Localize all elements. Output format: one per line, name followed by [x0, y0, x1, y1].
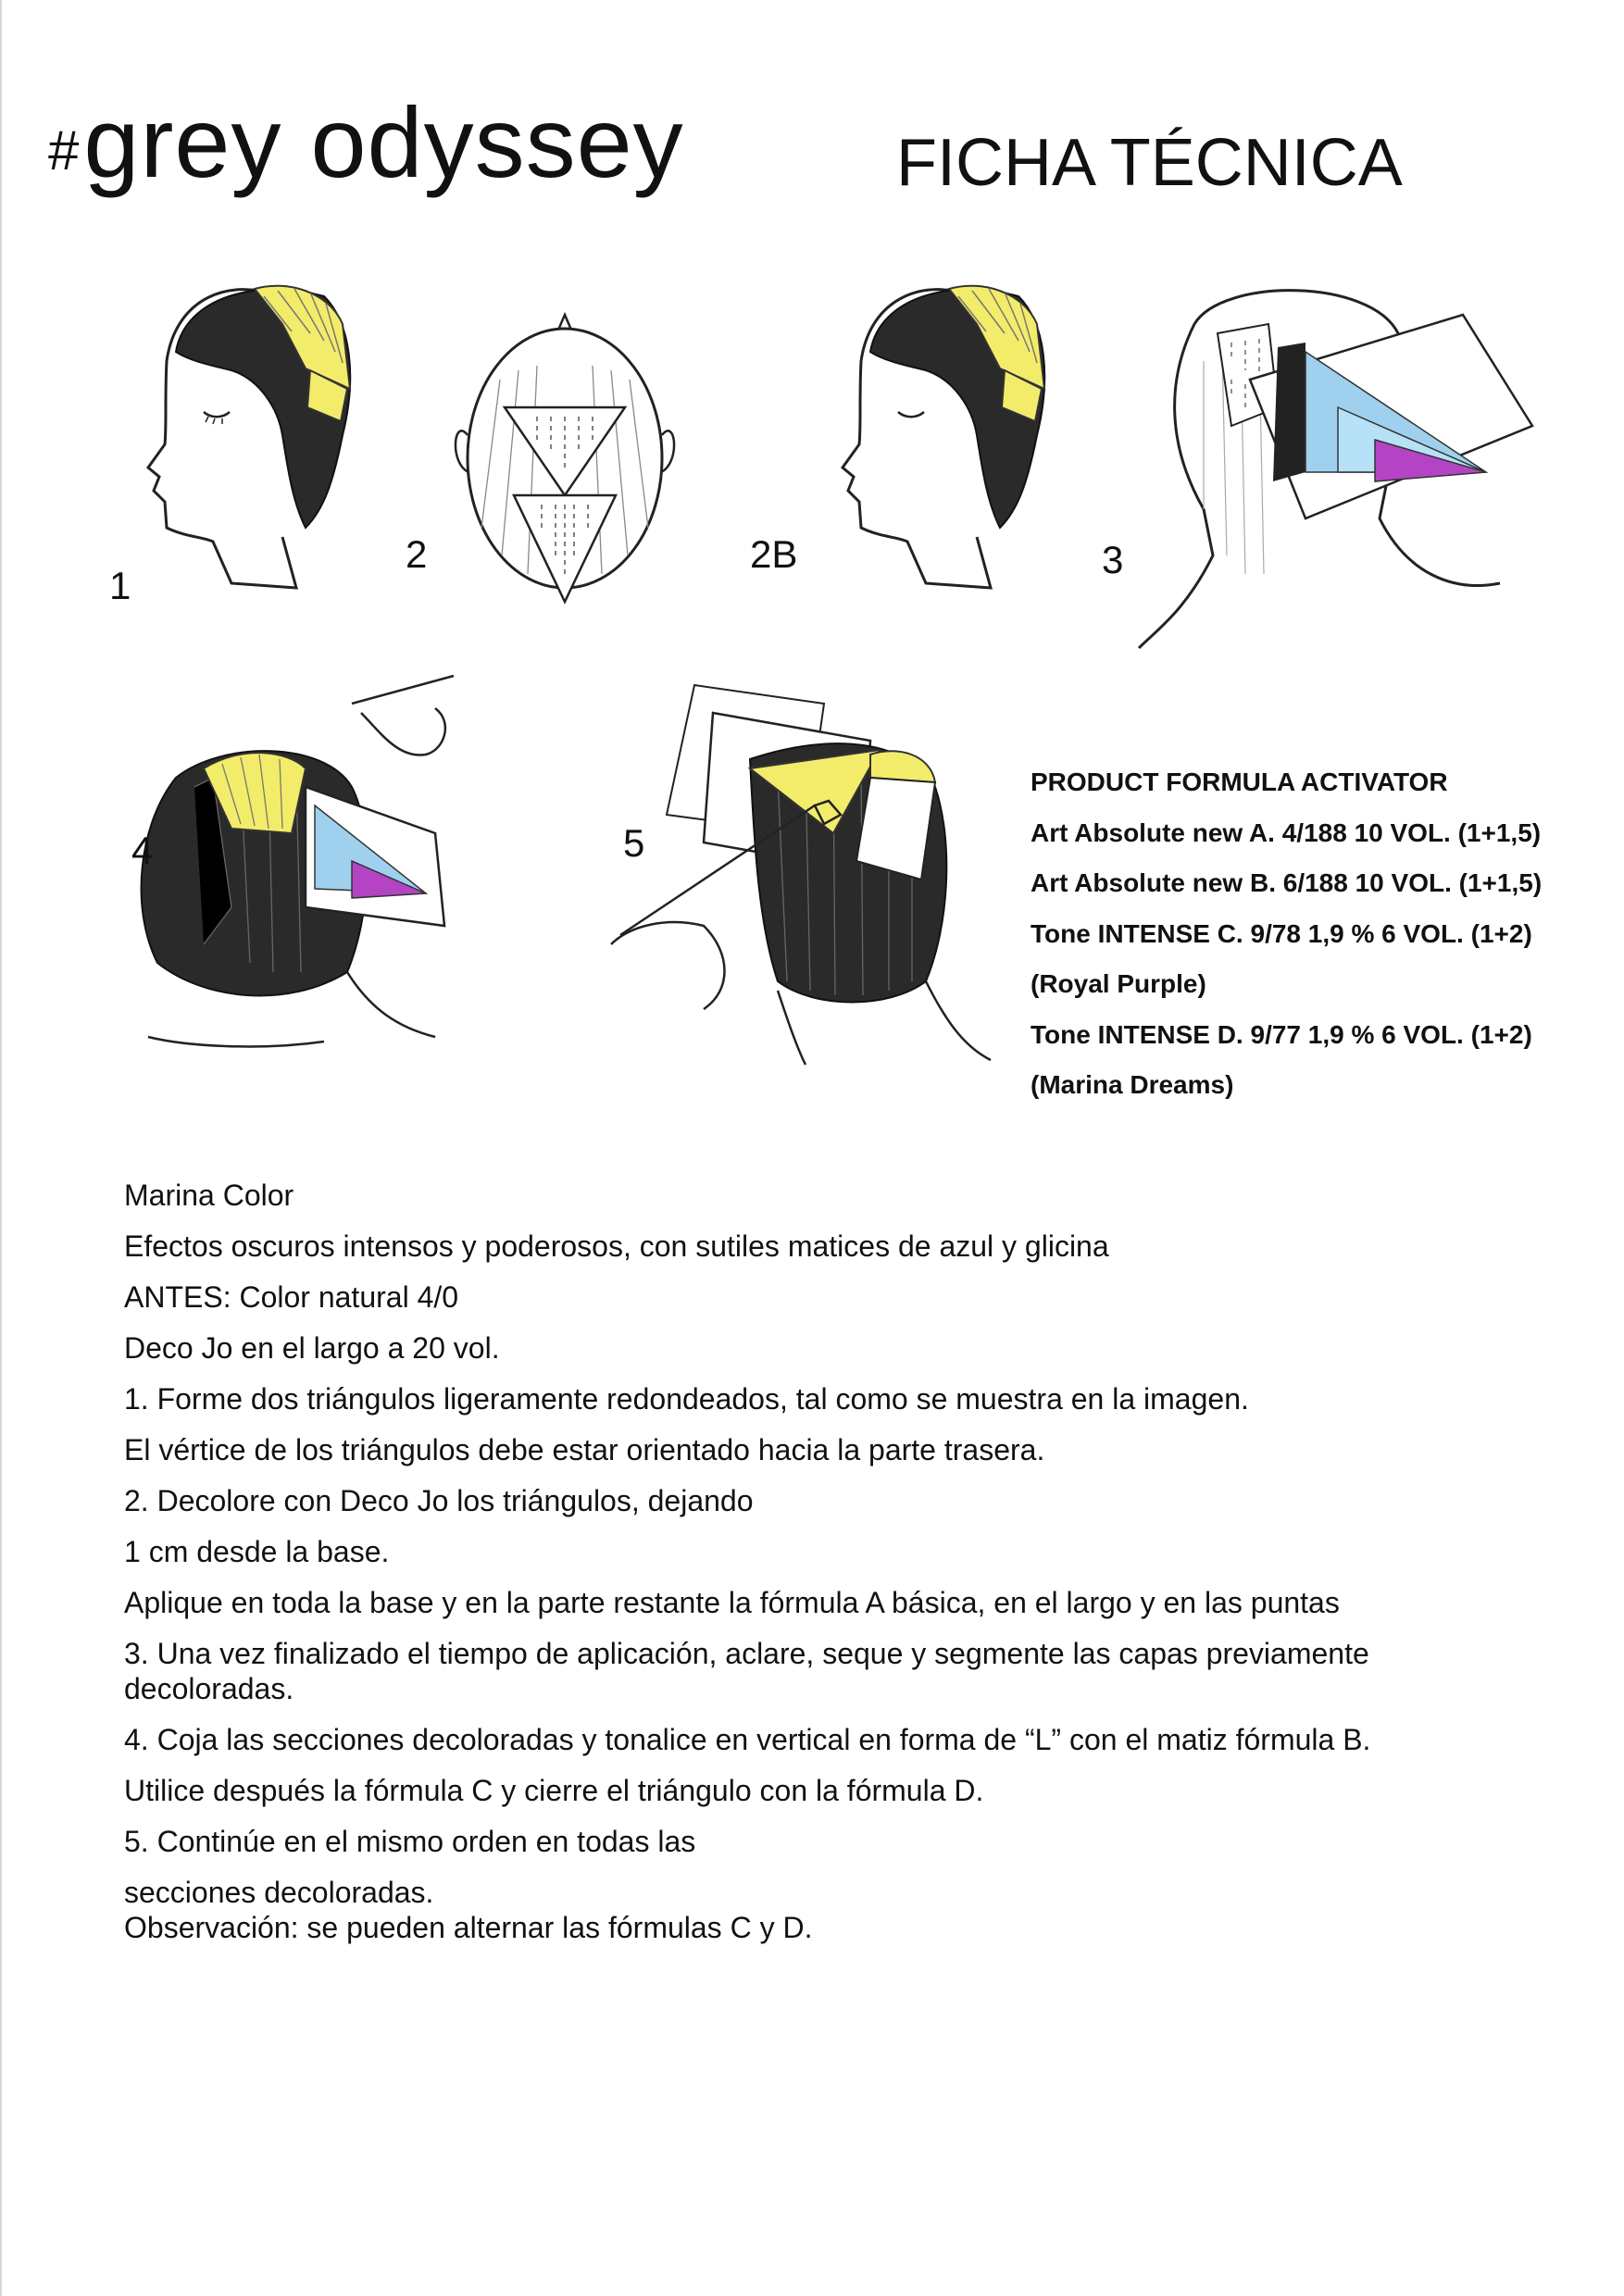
brand-name: grey odyssey: [83, 86, 684, 198]
illustration-step-3: [1130, 278, 1546, 667]
instruction-line: El vértice de los triángulos debe estar orientado hacia la parte trasera.: [124, 1433, 1045, 1466]
instruction-line: Efectos oscuros intensos y poderosos, con sutiles matices de azul y glicina: [124, 1229, 1109, 1263]
sheet-title: FICHA TÉCNICA: [896, 126, 1403, 200]
instruction-line: secciones decoloradas.: [124, 1876, 434, 1909]
instruction-line: Aplique en toda la base y en la parte restante la fórmula A básica, en el largo y en las puntas: [124, 1586, 1340, 1619]
formula-line: Art Absolute new B. 6/188 10 VOL. (1+1,5): [1031, 868, 1543, 897]
instruction-line: Deco Jo en el largo a 20 vol.: [124, 1331, 500, 1365]
page-left-border: [0, 0, 2, 2296]
illustration-step-4: [120, 667, 528, 1065]
formula-line: (Royal Purple): [1031, 969, 1206, 998]
step-label-5: 5: [623, 821, 645, 865]
instruction-line: ANTES: Color natural 4/0: [124, 1280, 459, 1314]
step-label-1: 1: [109, 564, 131, 607]
instruction-line: Observación: se pueden alternar las fórmulas C y D.: [124, 1911, 813, 1944]
illustration-step-2: [444, 306, 685, 611]
step-label-2: 2: [406, 532, 428, 576]
brand-hash: #: [48, 119, 81, 181]
formula-line: Tone INTENSE C. 9/78 1,9 % 6 VOL. (1+2): [1031, 918, 1532, 948]
instruction-line: 1 cm desde la base.: [124, 1535, 390, 1568]
step-label-3: 3: [1102, 538, 1124, 581]
instruction-line: 5. Continúe en el mismo orden en todas las: [124, 1825, 696, 1858]
formula-line: (Marina Dreams): [1031, 1070, 1234, 1099]
brand-title: [48, 86, 684, 198]
illustration-step-1: [93, 259, 370, 602]
instruction-line: Marina Color: [124, 1179, 294, 1212]
step-label-4: 4: [131, 829, 154, 872]
illustration-step-5: [593, 648, 1018, 1074]
instruction-line: 4. Coja las secciones decoloradas y tonalice en vertical en forma de “L” con el matiz fórmula B.: [124, 1723, 1371, 1756]
instructions: [124, 1178, 1513, 1945]
formula-header: PRODUCT FORMULA ACTIVATOR: [1031, 767, 1448, 796]
formula-line: Tone INTENSE D. 9/77 1,9 % 6 VOL. (1+2): [1031, 1019, 1532, 1049]
illustration-step-2b: [787, 259, 1065, 602]
instruction-line: 1. Forme dos triángulos ligeramente redondeados, tal como se muestra en la imagen.: [124, 1382, 1249, 1416]
step-label-2b: 2B: [750, 532, 798, 576]
formula-line: Art Absolute new A. 4/188 10 VOL. (1+1,5): [1031, 817, 1542, 847]
product-formula: [1031, 757, 1586, 1111]
instruction-line: 2. Decolore con Deco Jo los triángulos, dejando: [124, 1484, 754, 1517]
instruction-line: 3. Una vez finalizado el tiempo de aplicación, aclare, seque y segmente las capas previamente decoloradas.: [124, 1637, 1369, 1705]
instruction-line: Utilice después la fórmula C y cierre el triángulo con la fórmula D.: [124, 1774, 984, 1807]
